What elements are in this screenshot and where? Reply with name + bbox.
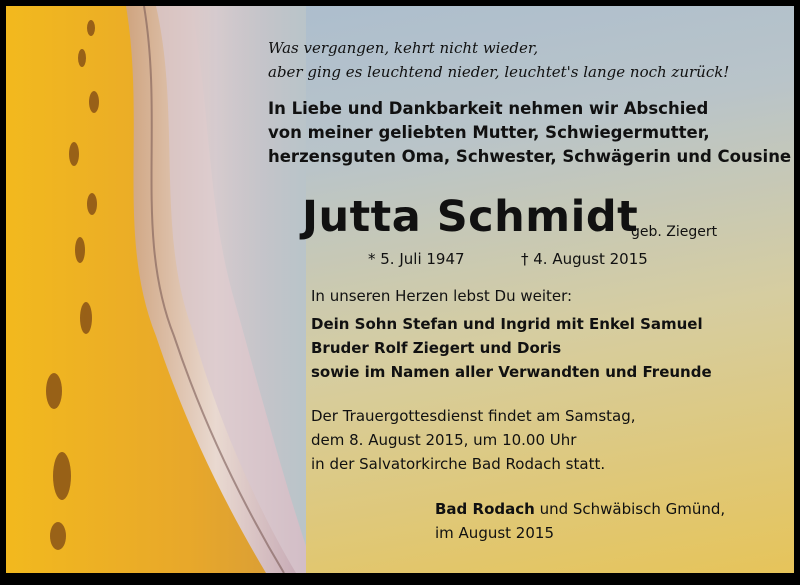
place-line — [435, 497, 725, 521]
intro-line: In Liebe und Dankbarkeit nehmen wir Abschied — [268, 99, 709, 118]
heart-line: In unseren Herzen lebst Du weiter: — [311, 287, 573, 305]
mourner-line: Bruder Rolf Ziegert und Doris — [311, 339, 562, 357]
place-bold: Bad Rodach — [435, 500, 535, 518]
mourner-line: sowie im Namen aller Verwandten und Freunde — [311, 363, 712, 381]
place-and-date — [435, 497, 725, 545]
mourner-line: Dein Sohn Stefan und Ingrid mit Enkel Samuel — [311, 315, 703, 333]
intro-line: herzensguten Oma, Schwester, Schwägerin und Cousine — [268, 147, 792, 166]
issue-date: im August 2015 — [435, 524, 554, 542]
service-line: dem 8. August 2015, um 10.00 Uhr — [311, 431, 577, 449]
place-rest: und Schwäbisch Gmünd, — [534, 500, 726, 518]
service-line: in der Salvatorkirche Bad Rodach statt. — [311, 455, 606, 473]
birth-date: * 5. Juli 1947 — [368, 250, 465, 268]
farewell-intro — [268, 97, 791, 169]
poem-line: aber ging es leuchtend nieder, leuchtet's lange noch zurück! — [268, 63, 730, 81]
deceased-name: Jutta Schmidt — [302, 192, 639, 242]
poem-verse — [268, 36, 729, 84]
service-line: Der Trauergottesdienst findet am Samstag, — [311, 407, 636, 425]
birth-name: geb. Ziegert — [631, 224, 718, 240]
intro-line: von meiner geliebten Mutter, Schwiegermutter, — [268, 123, 710, 142]
beach-footprints-image — [6, 6, 306, 573]
poem-line: Was vergangen, kehrt nicht wieder, — [268, 39, 539, 57]
mourners-list — [311, 312, 712, 384]
obituary-card — [6, 6, 794, 573]
death-date: † 4. August 2015 — [521, 250, 648, 268]
funeral-service-info — [311, 404, 636, 476]
